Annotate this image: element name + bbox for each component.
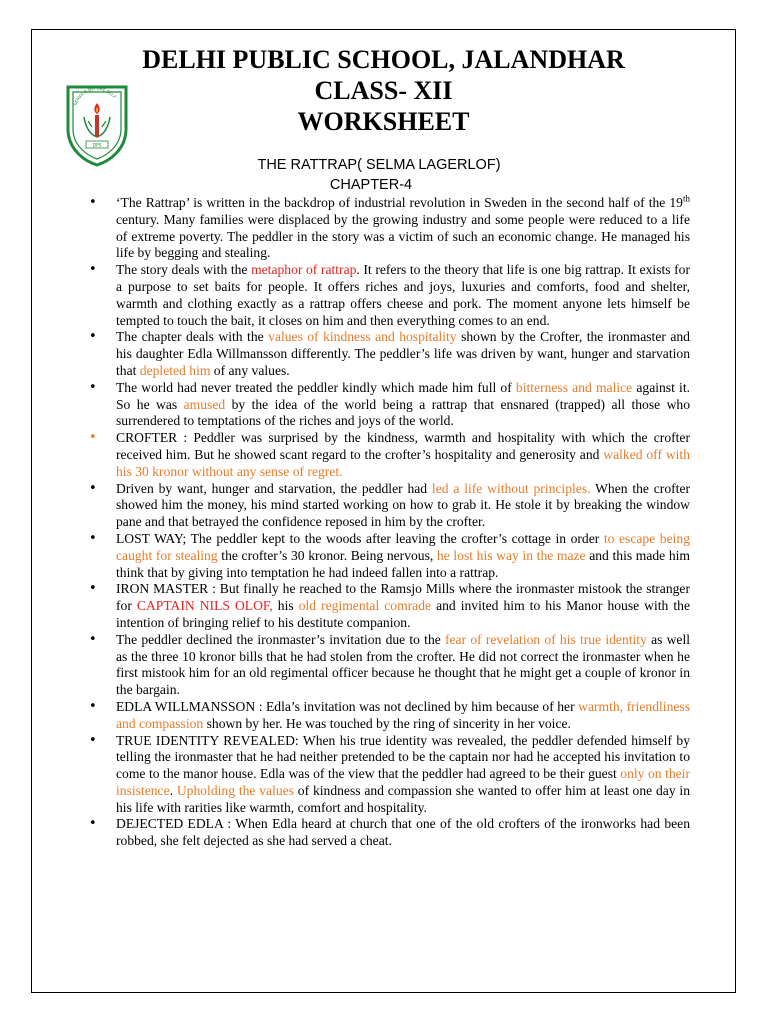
highlighted-text: warmth, friendliness and compassion xyxy=(116,698,690,731)
bullet-text: The story deals with the xyxy=(116,262,252,278)
highlighted-text: amused xyxy=(183,396,226,412)
bullet-text: as well as the three 10 kronor bills that he had stolen from the crofter. He did not correct the ironmaster when he first mistook him for an old regimental officer because he thought that he might get a couple of kronor in the bargain. xyxy=(116,631,691,698)
highlighted-text: walked off with his 30 kronor without any sense of regret. xyxy=(116,446,690,479)
bullet-text: th xyxy=(682,193,690,204)
bullet-text: of kindness and compassion she wanted to offer him at least one day in his life with rarities like warmth, comfort and hospitality. xyxy=(116,782,691,815)
bullet-point xyxy=(89,531,690,581)
highlighted-text: bitterness and malice xyxy=(515,379,633,395)
bullet-text: and this made him think that by giving into temptation he had indeed fallen into a rattrap. xyxy=(116,547,690,580)
highlighted-text: values of kindness and hospitality xyxy=(268,329,457,345)
highlighted-text: CAPTAIN NILS OLOF, xyxy=(136,598,273,614)
highlighted-text: depleted him xyxy=(139,362,211,378)
school-name: DELHI PUBLIC SCHOOL, JALANDHAR xyxy=(142,45,625,74)
highlighted-text: metaphor of rattrap xyxy=(251,262,357,278)
bullet-point xyxy=(89,733,690,817)
worksheet-label: WORKSHEET xyxy=(297,107,470,136)
bullet-text: TRUE IDENTITY REVEALED: When his true identity was revealed, the peddler defended himself by telling the ironmaster that he had neither pretended to be the captain nor had he accepted his invitation to come to the manor house. Edla was of the view that the peddler had agreed to be their guest xyxy=(116,732,690,782)
bullet-text: When the crofter showed him the money, his mind started working on how to grab it. He stole it by breaking the window pane and that betrayed the confidence reposed in him by the crofter. xyxy=(116,480,690,530)
bullet-text: . It refers to the theory that life is one big rattrap. It exists for a purpose to set baits for people. It offers riches and joys, luxuries and comforts, food and shelter, warmth and clothing exactly as a rattrap offers cheese and pork. The moment anyone lets himself be tempted to touch the bait, it closes on him and then everything comes to an end. xyxy=(116,262,690,328)
logo-initials: DPS xyxy=(92,143,102,149)
highlighted-text: Upholding the values xyxy=(176,782,294,798)
bullet-text: . xyxy=(169,782,177,798)
bullet-text: LOST WAY; The peddler kept to the woods after leaving the crofter’s cottage in order xyxy=(116,530,604,546)
bullet-point xyxy=(89,329,690,379)
bullet-point xyxy=(89,816,690,850)
bullet-point xyxy=(89,699,690,733)
bullet-text: of any values. xyxy=(210,362,290,378)
bullet-text: the crofter’s 30 kronor. Being nervous, xyxy=(217,547,437,563)
bullet-text: IRON MASTER : But finally he reached to the Ramsjo Mills where the ironmaster mistook the stranger for xyxy=(116,581,690,614)
highlighted-text: to escape being caught for stealing xyxy=(116,530,690,563)
bullet-text: shown by her. He was touched by the ring of sincerity in her voice. xyxy=(203,715,571,731)
logo-motto: SERVICE BEFORE SELF xyxy=(72,85,118,107)
bullet-text: and invited him to his Manor house with the intention of bringing relief to his destitute companion. xyxy=(116,598,690,630)
bullet-text: by the idea of the world being a rattrap that ensnared (trapped) all those who surrendered to temptations of the riches and joys of the world. xyxy=(116,396,690,429)
bullet-point xyxy=(89,380,690,430)
chapter-number: CHAPTER-4 xyxy=(329,177,413,193)
bullet-text: his xyxy=(272,598,299,614)
bullet-point xyxy=(89,262,690,329)
bullet-text: CROFTER : Peddler was surprised by the kindness, warmth and hospitality with which the crofter received him. But he showed scant regard to the crofter’s hospitality and generosity and xyxy=(116,430,690,462)
bullet-point xyxy=(89,632,690,699)
bullet-text: Driven by want, hunger and starvation, the peddler had xyxy=(116,480,432,496)
bullet-point xyxy=(89,195,690,262)
bullet-point xyxy=(89,430,690,480)
highlighted-text: old regimental comrade xyxy=(298,598,432,614)
bullet-text: against it. So he was xyxy=(116,379,690,412)
chapter-title: THE RATTRAP( SELMA LAGERLOF) xyxy=(257,157,501,173)
worksheet-notes xyxy=(89,195,690,850)
bullet-text: DEJECTED EDLA : When Edla heard at church that one of the old crofters of the ironworks had been robbed, she felt dejected as she had served a cheat. xyxy=(116,816,690,849)
school-logo xyxy=(64,81,130,167)
highlighted-text: fear of revelation of his true identity xyxy=(445,631,647,647)
bullet-text: century. Many families were displaced by the growing industry and some people were reduced to a life of extreme poverty. The peddler in the story was a victim of such an economic change. He managed his life by begging and stealing. xyxy=(116,211,690,261)
bullet-point xyxy=(89,481,690,531)
class-label: CLASS- XII xyxy=(314,76,453,105)
bullet-point xyxy=(89,581,690,631)
bullet-text: ‘The Rattrap’ is written in the backdrop of industrial revolution in Sweden in the second half of the 19 xyxy=(116,195,683,210)
bullet-text: The peddler declined the ironmaster’s invitation due to the xyxy=(116,631,445,647)
highlighted-text: only on their insistence xyxy=(116,766,690,798)
highlighted-text: he lost his way in the maze xyxy=(436,547,586,563)
bullet-text: The chapter deals with the xyxy=(116,329,269,345)
highlighted-text: led a life without principles. xyxy=(431,480,591,496)
bullet-text: shown by the Crofter, the ironmaster and his daughter Edla Willmansson differently. The peddler’s life was driven by want, hunger and starvation that xyxy=(116,329,690,378)
bullet-text: The world had never treated the peddler kindly which made him full of xyxy=(116,379,516,395)
bullet-text: EDLA WILLMANSSON : Edla’s invitation was not declined by him because of her xyxy=(116,698,579,714)
